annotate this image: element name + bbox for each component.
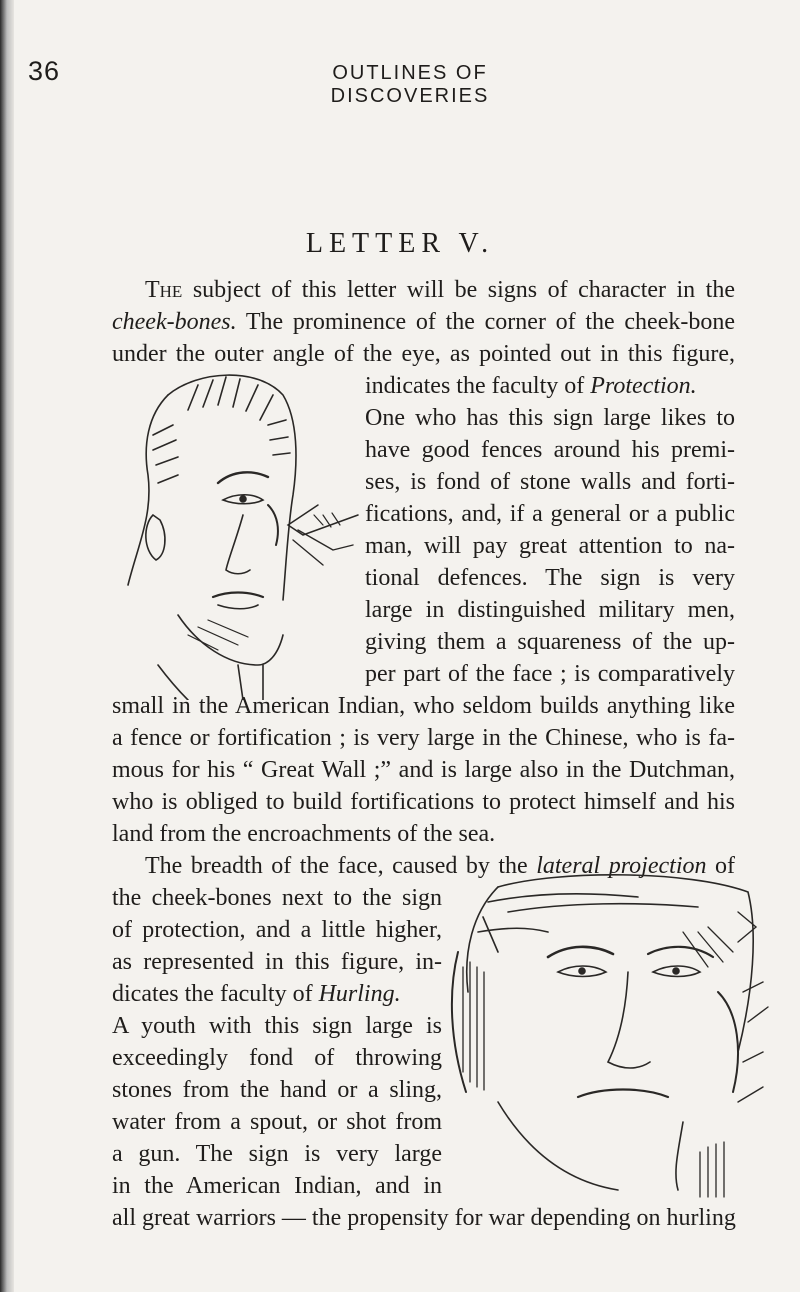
p1-line-16: mous for his “ Great Wall ;” and is large also in the Dutchman, [112, 757, 735, 783]
p2-line-1-after: of [706, 853, 735, 879]
letter-title: LETTER V. [305, 228, 495, 259]
p2-line-11: in the American Indian, and in [112, 1173, 442, 1199]
p1-line-10: tional defences. The sign is very [365, 565, 735, 591]
p2-italic-lateral-projection: lateral projection [536, 853, 707, 879]
p1-line-17: who is obliged to build fortifications to protect himself and his [112, 789, 735, 815]
page-binding-edge [0, 0, 14, 1292]
p1-line-3: under the outer angle of the eye, as pointed out in this figure, [112, 341, 735, 367]
p1-line-4-text: indicates the faculty of [365, 373, 591, 399]
p1-line-12: giving them a squareness of the up- [365, 629, 735, 655]
p2-line-8: stones from the hand or a sling, [112, 1077, 442, 1103]
p1-italic-protection: Protection. [590, 373, 697, 399]
p2-line-9: water from a spout, or shot from [112, 1109, 442, 1135]
figure-protection-head [118, 365, 363, 700]
p1-line-2 [112, 310, 735, 334]
p1-line-2-text: The prominence of the corner of the cheek-bone [236, 309, 735, 335]
figure-hurling-face [438, 872, 778, 1202]
p2-line-5-text: dicates the faculty of [112, 981, 319, 1007]
p1-line-1 [145, 278, 735, 302]
p1-italic-cheek-bones: cheek-bones. [112, 309, 237, 335]
p2-line-3: of protection, and a little higher, [112, 917, 442, 943]
running-head: OUTLINES OF DISCOVERIES [330, 62, 490, 107]
p2-line-10: a gun. The sign is very large [112, 1141, 442, 1167]
p1-line-14: small in the American Indian, who seldom builds anything like [112, 693, 735, 719]
p1-line-13: per part of the face ; is comparatively [365, 661, 735, 687]
p2-line-6: A youth with this sign large is [112, 1013, 442, 1039]
p1-line-15: a fence or fortification ; is very large in the Chinese, who is fa- [112, 725, 735, 751]
p1-line-5: One who has this sign large likes to [365, 405, 735, 431]
p2-line-1-text: The breadth of the face, caused by the [145, 853, 537, 879]
p1-lead-word: The [145, 277, 183, 303]
p1-line-6: have good fences around his premi- [365, 437, 735, 463]
page-number: 36 [28, 56, 61, 86]
p1-line-1-text: subject of this letter will be signs of character in the [182, 277, 735, 303]
p2-italic-hurling: Hurling. [318, 981, 401, 1007]
p2-line-5 [112, 982, 442, 1006]
p1-line-4 [365, 374, 735, 398]
p2-line-2: the cheek-bones next to the sign [112, 885, 442, 911]
p1-line-18: land from the encroachments of the sea. [112, 821, 496, 847]
p2-line-12: all great warriors — the propensity for war depending on hurling [112, 1205, 736, 1231]
p1-line-7: ses, is fond of stone walls and forti- [365, 469, 735, 495]
p2-line-4: as represented in this figure, in- [112, 949, 442, 975]
p1-line-11: large in distinguished military men, [365, 597, 735, 623]
p2-line-7: exceedingly fond of throwing [112, 1045, 442, 1071]
p1-line-8: fications, and, if a general or a public [365, 501, 735, 527]
p1-line-9: man, will pay great attention to na- [365, 533, 735, 559]
